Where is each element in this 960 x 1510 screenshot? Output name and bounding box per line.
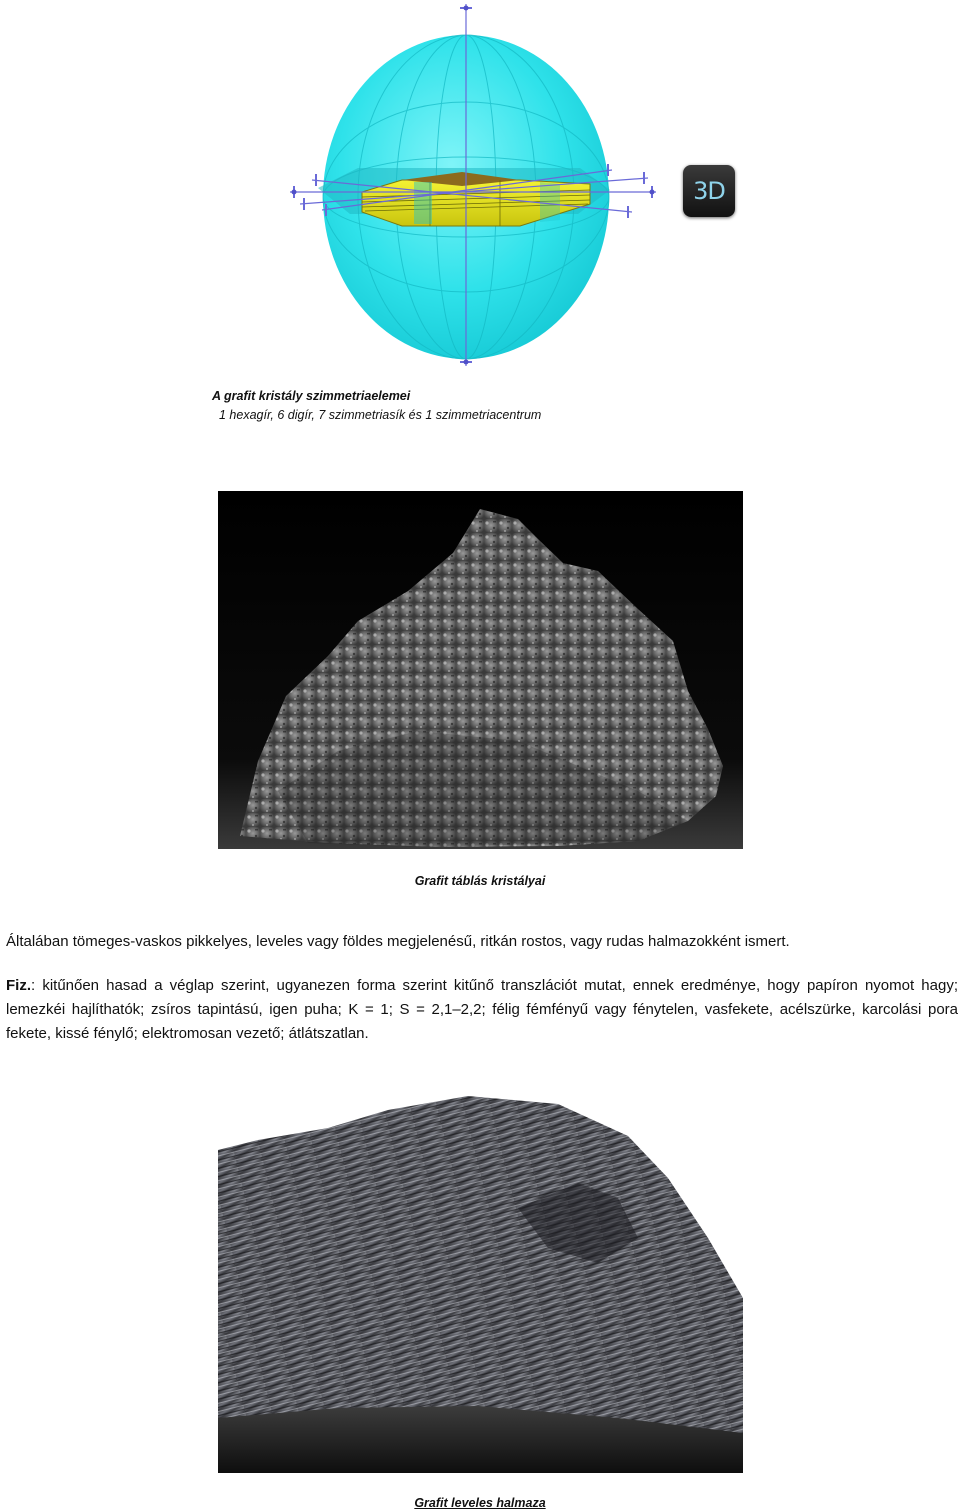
photo1-caption: Grafit táblás kristályai: [414, 874, 546, 888]
physical-properties-paragraph: [6, 974, 958, 1046]
3d-view-button[interactable]: 3D: [683, 165, 735, 217]
graphite-platy-crystals-photo: [218, 491, 743, 849]
model-caption-title: A grafit kristály szimmetriaelemei: [212, 389, 411, 403]
graphite-foliated-aggregate-photo: [218, 1088, 743, 1473]
physical-properties-label: Fiz.: [6, 977, 31, 994]
physical-properties-text: : kitűnően hasad a véglap szerint, ugyanezen forma szerint kitűnő transzlációt mutat, ennek eredménye, hogy papíron nyomot hagy; lemezkéi hajlíthatók; zsíros tapintású, igen puha; K = 1; S = 2,1–2,2; félig fémfényű vagy fénytelen, vasfekete, acélszürke, karcolási pora fekete, kissé fénylő; elektromosan vezető; átlátszatlan.: [6, 977, 958, 1042]
habit-paragraph: Általában tömeges-vaskos pikkelyes, leveles vagy földes megjelenésű, ritkán rostos, vagy rudas halmazokként ismert.: [6, 933, 790, 950]
model-caption-subtitle: 1 hexagír, 6 digír, 7 szimmetriasík és 1 szimmetriacentrum: [219, 408, 542, 422]
photo2-caption: Grafit leveles halmaza: [414, 1496, 546, 1510]
